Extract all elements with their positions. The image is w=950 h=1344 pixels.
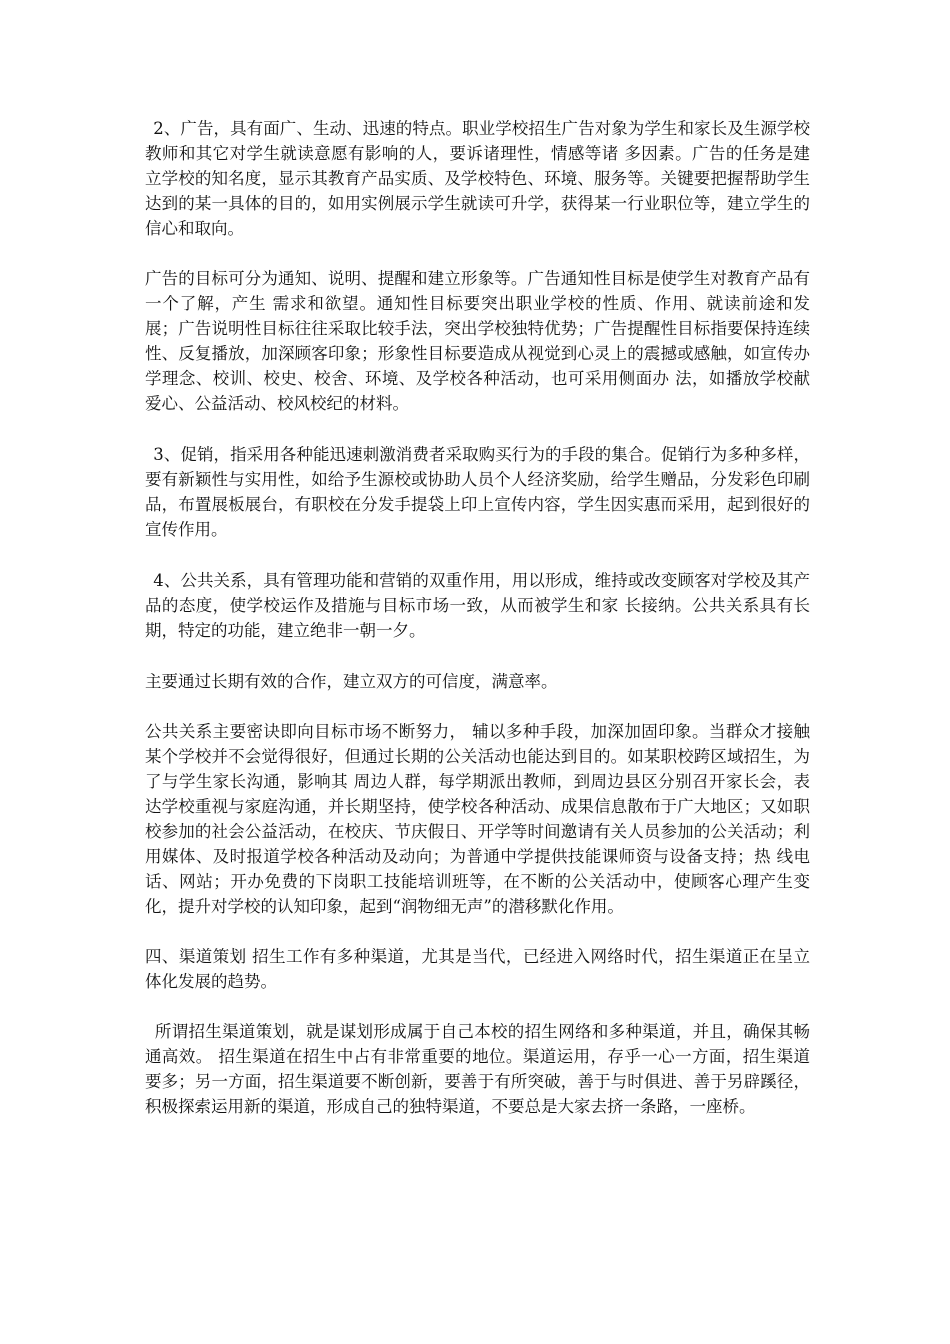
- paragraph-channel-strategy: 所谓招生渠道策划，就是谋划形成属于自己本校的招生网络和多种渠道，并且，确保其畅通高效。 招生渠道在招生中占有非常重要的地位。渠道运用，存乎一心一方面，招生渠道要多；另一方面，招生渠道要不断创新，要善于有所突破，善于与时俱进、善于另辟蹊径，积极探索运用新的渠道，形成自己的独特渠道，不要总是大家去挤一条路，一座桥。: [145, 1022, 810, 1116]
- paragraph-advertising: 2、广告，具有面广、生动、迅速的特点。职业学校招生广告对象为学生和家长及生源学校教师和其它对学生就读意愿有影响的人，要诉诸理性，情感等诸 多因素。广告的任务是建立学校的知名度，显示其教育产品实质、及学校特色、环境、服务等。关键要把握帮助学生达到的某一具体的目的，如用实例展示学生就读可升学，获得某一行业职位等，建立学生的信心和取向。: [145, 119, 810, 238]
- paragraph-cooperation: 主要通过长期有效的合作，建立双方的可信度，满意率。: [145, 672, 558, 691]
- paragraph-promotion: 3、促销，指采用各种能迅速刺激消费者采取购买行为的手段的集合。促销行为多种多样，要有新颖性与实用性，如给予生源校或协助人员个人经济奖励，给学生赠品，分发彩色印刷品，布置展板展台，有职校在分发手提袋上印上宣传内容，学生因实惠而采用，起到很好的宣传作用。: [145, 445, 810, 539]
- paragraph-public-relations: 4、公共关系，具有管理功能和营销的双重作用，用以形成，维持或改变顾客对学校及其产品的态度，使学校运作及措施与目标市场一致，从而被学生和家 长接纳。公共关系具有长期，特定的功能，建立绝非一朝一夕。: [145, 571, 810, 640]
- paragraph-channel-planning: 四、渠道策划 招生工作有多种渠道，尤其是当代，已经进入网络时代，招生渠道正在呈立体化发展的趋势。: [145, 947, 810, 991]
- document-body: [145, 116, 810, 1144]
- paragraph-advertising-goals: 广告的目标可分为通知、说明、提醒和建立形象等。广告通知性目标是使学生对教育产品有一个了解，产生 需求和欲望。通知性目标要突出职业学校的性质、作用、就读前途和发展；广告说明性目标往往采取比较手法，突出学校独特优势；广告提醒性目标指要保持连续 性、反复播放，加深顾客印象；形象性目标要造成从视觉到心灵上的震撼或感触，如宣传办学理念、校训、校史、校舍、环境、及学校各种活动，也可采用侧面办 法，如播放学校献爱心、公益活动、校风校纪的材料。: [145, 269, 810, 413]
- paragraph-pr-methods: 公共关系主要密诀即向目标市场不断努力， 辅以多种手段，加深加固印象。当群众才接触某个学校并不会觉得很好，但通过长期的公关活动也能达到目的。如某职校跨区域招生，为了与学生家长沟通，影响其 周边人群，每学期派出教师，到周边县区分别召开家长会，表达学校重视与家庭沟通，并长期坚持，使学校各种活动、成果信息散布于广大地区；又如职校参加的社会公益活动，在校庆、节庆假日、开学等时间邀请有关人员参加的公关活动；利用媒体、及时报道学校各种活动及动向；为普通中学提供技能课师资与设备支持；热 线电话、网站；开办免费的下岗职工技能培训班等，在不断的公关活动中，使顾客心理产生变化，提升对学校的认知印象，起到“润物细无声”的潜移默化作用。: [145, 722, 810, 916]
